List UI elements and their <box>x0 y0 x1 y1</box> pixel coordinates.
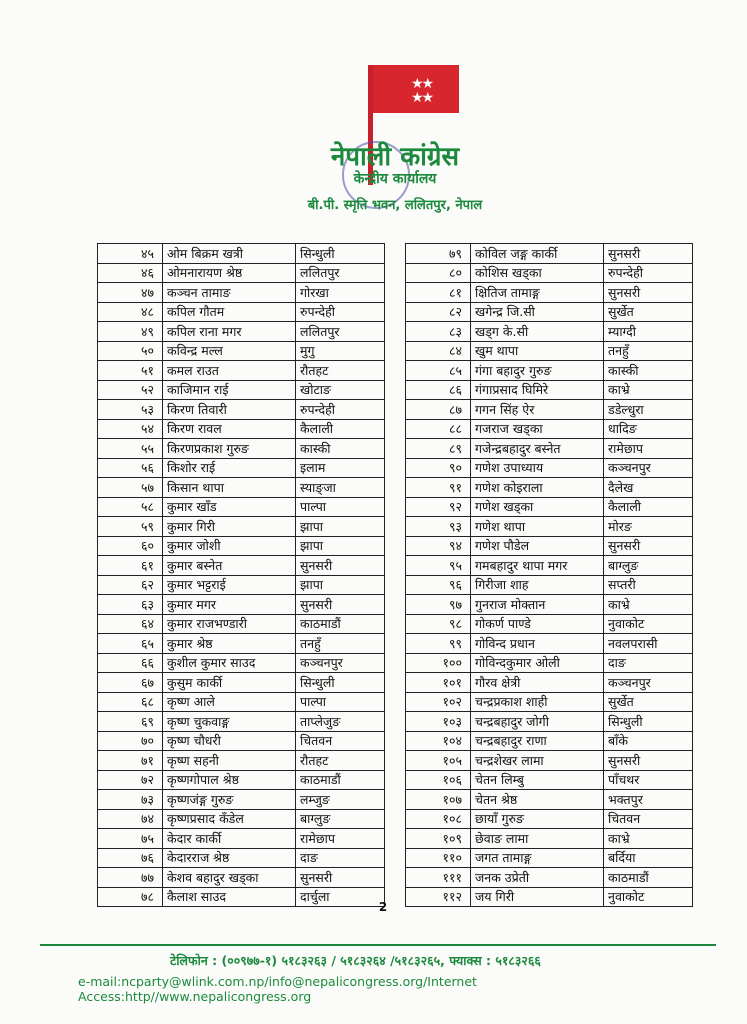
district-name: कास्की <box>296 439 385 459</box>
district-name: ताप्लेजुङ <box>296 712 385 732</box>
serial-number: १०० <box>406 653 471 673</box>
table-row <box>406 536 693 556</box>
member-name: कपिल राना मगर <box>163 322 296 342</box>
member-name: कृष्णजंङ्ग गुरुङ <box>163 790 296 810</box>
serial-number: ८१ <box>406 283 471 303</box>
member-name: छेवाङ लामा <box>471 829 604 849</box>
table-row <box>98 458 385 478</box>
member-name: केदार कार्की <box>163 829 296 849</box>
serial-number: ९१ <box>406 478 471 498</box>
table-row <box>406 419 693 439</box>
office-name: केन्द्रीय कार्यालय <box>353 171 437 187</box>
member-name: गणेश कोइराला <box>471 478 604 498</box>
member-name: खुम थापा <box>471 341 604 361</box>
member-name: गणेश पौडेल <box>471 536 604 556</box>
member-name: गिरीजा शाह <box>471 575 604 595</box>
member-name: गणेश खड्का <box>471 497 604 517</box>
member-name: किरण तिवारी <box>163 400 296 420</box>
table-row <box>406 302 693 322</box>
table-row <box>98 400 385 420</box>
member-name: चन्द्रप्रकाश शाही <box>471 692 604 712</box>
member-name: किसान थापा <box>163 478 296 498</box>
district-name: पाँचथर <box>604 770 693 790</box>
serial-number: ९८ <box>406 614 471 634</box>
district-name: गोरखा <box>296 283 385 303</box>
member-name: जगत तामाङ्ग <box>471 848 604 868</box>
table-row <box>406 556 693 576</box>
table-row <box>98 653 385 673</box>
serial-number: ७८ <box>98 887 163 907</box>
table-row <box>406 497 693 517</box>
table-row <box>98 497 385 517</box>
serial-number: ८५ <box>406 361 471 381</box>
member-name: कृष्णप्रसाद कँडेल <box>163 809 296 829</box>
table-row <box>98 868 385 888</box>
table-row <box>98 302 385 322</box>
district-name: रामेछाप <box>296 829 385 849</box>
table-row <box>98 322 385 342</box>
district-name: रुपन्देही <box>296 302 385 322</box>
footer-email: e-mail:ncparty@wlink.com.np/info@nepalicongress.org/Internet Access:http//www.nepalicongress.org <box>78 974 477 1004</box>
member-name: गजेन्द्रबहादुर बस्नेत <box>471 439 604 459</box>
district-name: सिन्धुली <box>296 673 385 693</box>
serial-number: १०४ <box>406 731 471 751</box>
member-name: किशोर राई <box>163 458 296 478</box>
page-number: 2 <box>378 900 388 914</box>
table-row <box>98 439 385 459</box>
table-row <box>98 887 385 907</box>
district-name: रौतहट <box>296 361 385 381</box>
district-name: तनहुँ <box>296 634 385 654</box>
table-row <box>98 419 385 439</box>
table-row <box>406 751 693 771</box>
table-row <box>98 751 385 771</box>
member-name: जनक उप्रेती <box>471 868 604 888</box>
member-name: कुमार मगर <box>163 595 296 615</box>
district-name: झापा <box>296 536 385 556</box>
member-name: चन्द्रशेखर लामा <box>471 751 604 771</box>
table-row <box>406 653 693 673</box>
table-row <box>98 673 385 693</box>
member-name: कञ्चन तामाङ <box>163 283 296 303</box>
district-name: मोरङ <box>604 517 693 537</box>
member-name: कृष्ण चुकवाङ्ग <box>163 712 296 732</box>
serial-number: ६९ <box>98 712 163 732</box>
table-row <box>98 809 385 829</box>
member-name: गमबहादुर थापा मगर <box>471 556 604 576</box>
table-row <box>98 770 385 790</box>
member-name: गजराज खड्का <box>471 419 604 439</box>
table-row <box>98 790 385 810</box>
table-row <box>406 283 693 303</box>
serial-number: ११० <box>406 848 471 868</box>
member-name: कुमार भट्टराई <box>163 575 296 595</box>
member-name: कपिल गौतम <box>163 302 296 322</box>
district-name: तनहुँ <box>604 341 693 361</box>
district-name: कञ्चनपुर <box>296 653 385 673</box>
district-name: बाँके <box>604 731 693 751</box>
member-name: जय गिरी <box>471 887 604 907</box>
member-name: ओम बिक्रम खत्री <box>163 244 296 264</box>
district-name: कैलाली <box>296 419 385 439</box>
member-name: चेतन लिम्बु <box>471 770 604 790</box>
table-row <box>406 458 693 478</box>
member-name: कोविल जङ्ग कार्की <box>471 244 604 264</box>
serial-number: ७७ <box>98 868 163 888</box>
district-name: रुपन्देही <box>604 263 693 283</box>
district-name: धादिङ <box>604 419 693 439</box>
roster-table-right <box>405 243 693 907</box>
serial-number: ९३ <box>406 517 471 537</box>
serial-number: ११२ <box>406 887 471 907</box>
roster-table-left <box>97 243 385 907</box>
serial-number: ८३ <box>406 322 471 342</box>
serial-number: ७६ <box>98 848 163 868</box>
district-name: काठमाडौं <box>296 770 385 790</box>
serial-number: ६६ <box>98 653 163 673</box>
table-row <box>406 673 693 693</box>
member-name: गोविन्द प्रधान <box>471 634 604 654</box>
serial-number: ९२ <box>406 497 471 517</box>
serial-number: ६१ <box>98 556 163 576</box>
district-name: बाग्लुङ <box>604 556 693 576</box>
district-name: खोटाङ <box>296 380 385 400</box>
member-name: क्षितिज तामाङ्ग <box>471 283 604 303</box>
serial-number: ८९ <box>406 439 471 459</box>
serial-number: ९९ <box>406 634 471 654</box>
district-name: डडेल्धुरा <box>604 400 693 420</box>
footer-divider <box>40 944 716 946</box>
table-row <box>406 848 693 868</box>
district-name: झापा <box>296 517 385 537</box>
district-name: बाग्लुङ <box>296 809 385 829</box>
member-name: कुमार बस्नेत <box>163 556 296 576</box>
table-row <box>406 829 693 849</box>
member-name: ओमनारायण श्रेष्ठ <box>163 263 296 283</box>
district-name: काभ्रे <box>604 595 693 615</box>
district-name: इलाम <box>296 458 385 478</box>
serial-number: ६२ <box>98 575 163 595</box>
district-name: सुनसरी <box>604 283 693 303</box>
table-row <box>406 809 693 829</box>
serial-number: ४५ <box>98 244 163 264</box>
member-name: कुमार श्रेष्ठ <box>163 634 296 654</box>
table-row <box>406 361 693 381</box>
district-name: सुनसरी <box>604 244 693 264</box>
serial-number: ६४ <box>98 614 163 634</box>
member-name: केदारराज श्रेष्ठ <box>163 848 296 868</box>
serial-number: ७१ <box>98 751 163 771</box>
table-row <box>406 341 693 361</box>
serial-number: ७२ <box>98 770 163 790</box>
serial-number: १११ <box>406 868 471 888</box>
serial-number: १०८ <box>406 809 471 829</box>
district-name: दाङ <box>296 848 385 868</box>
serial-number: ७९ <box>406 244 471 264</box>
member-name: गंगाप्रसाद घिमिरे <box>471 380 604 400</box>
serial-number: ७५ <box>98 829 163 849</box>
member-name: कृष्ण आले <box>163 692 296 712</box>
serial-number: ९० <box>406 458 471 478</box>
member-name: गणेश उपाध्याय <box>471 458 604 478</box>
serial-number: १०७ <box>406 790 471 810</box>
table-row <box>98 634 385 654</box>
district-name: सुनसरी <box>296 556 385 576</box>
district-name: सुनसरी <box>296 868 385 888</box>
table-row <box>406 322 693 342</box>
district-name: कञ्चनपुर <box>604 673 693 693</box>
table-row <box>406 400 693 420</box>
district-name: चितवन <box>604 809 693 829</box>
serial-number: १०२ <box>406 692 471 712</box>
member-name: कृष्ण सहनी <box>163 751 296 771</box>
district-name: कास्की <box>604 361 693 381</box>
table-row <box>98 595 385 615</box>
district-name: चितवन <box>296 731 385 751</box>
member-name: किरण रावल <box>163 419 296 439</box>
table-row <box>406 712 693 732</box>
member-name: कमल राउत <box>163 361 296 381</box>
member-name: चन्द्रबहादुर राणा <box>471 731 604 751</box>
serial-number: ५८ <box>98 497 163 517</box>
table-row <box>98 556 385 576</box>
member-name: गौरव क्षेत्री <box>471 673 604 693</box>
serial-number: ५२ <box>98 380 163 400</box>
table-row <box>98 263 385 283</box>
table-row <box>98 380 385 400</box>
member-name: कुमार खाँड <box>163 497 296 517</box>
table-row <box>406 614 693 634</box>
member-name: कैलाश साउद <box>163 887 296 907</box>
member-name: चन्द्रबहादुर जोगी <box>471 712 604 732</box>
table-row <box>406 692 693 712</box>
serial-number: ४६ <box>98 263 163 283</box>
district-name: रुपन्देही <box>296 400 385 420</box>
serial-number: ५७ <box>98 478 163 498</box>
serial-number: ५४ <box>98 419 163 439</box>
member-name: खड्ग के.सी <box>471 322 604 342</box>
serial-number: ८२ <box>406 302 471 322</box>
table-row <box>98 244 385 264</box>
member-name: कुमार राजभण्डारी <box>163 614 296 634</box>
serial-number: ८४ <box>406 341 471 361</box>
table-row <box>406 868 693 888</box>
serial-number: ७४ <box>98 809 163 829</box>
table-row <box>98 829 385 849</box>
member-name: कुशील कुमार साउद <box>163 653 296 673</box>
flag-stars-icon: ★★ ★★ <box>411 76 433 106</box>
district-name: सिन्धुली <box>604 712 693 732</box>
serial-number: १०३ <box>406 712 471 732</box>
table-row <box>406 263 693 283</box>
serial-number: ६८ <box>98 692 163 712</box>
member-name: कुमार जोशी <box>163 536 296 556</box>
table-row <box>406 887 693 907</box>
serial-number: ५३ <box>98 400 163 420</box>
member-name: गणेश थापा <box>471 517 604 537</box>
district-name: कञ्चनपुर <box>604 458 693 478</box>
table-row <box>98 712 385 732</box>
district-name: बर्दिया <box>604 848 693 868</box>
district-name: सुनसरी <box>604 751 693 771</box>
district-name: ललितपुर <box>296 263 385 283</box>
table-row <box>406 634 693 654</box>
serial-number: ९४ <box>406 536 471 556</box>
serial-number: ७० <box>98 731 163 751</box>
serial-number: ८७ <box>406 400 471 420</box>
member-name: गगन सिंह ऐर <box>471 400 604 420</box>
district-name: स्याङ्जा <box>296 478 385 498</box>
serial-number: ४७ <box>98 283 163 303</box>
footer-phone: टेलिफोन : (००९७७-१) ५१८३२६३ / ५१८३२६४ /५१८३२६५, फ्याक्स : ५१८३२६६ <box>170 953 541 968</box>
district-name: सुनसरी <box>296 595 385 615</box>
serial-number: १०६ <box>406 770 471 790</box>
member-name: काजिमान राई <box>163 380 296 400</box>
table-row <box>98 731 385 751</box>
serial-number: ५५ <box>98 439 163 459</box>
district-name: सुनसरी <box>604 536 693 556</box>
member-name: कविन्द्र मल्ल <box>163 341 296 361</box>
district-name: म्याग्दी <box>604 322 693 342</box>
member-name: कृष्ण चौधरी <box>163 731 296 751</box>
serial-number: ४८ <box>98 302 163 322</box>
serial-number: ४९ <box>98 322 163 342</box>
district-name: कैलाली <box>604 497 693 517</box>
member-name: कोशिस खड्का <box>471 263 604 283</box>
district-name: नुवाकोट <box>604 614 693 634</box>
district-name: सुर्खेत <box>604 302 693 322</box>
district-name: लम्जुङ <box>296 790 385 810</box>
table-row <box>98 614 385 634</box>
serial-number: ६५ <box>98 634 163 654</box>
table-row <box>98 536 385 556</box>
district-name: सप्तरी <box>604 575 693 595</box>
district-name: भक्तपुर <box>604 790 693 810</box>
table-row <box>98 692 385 712</box>
member-name: गुनराज मोक्तान <box>471 595 604 615</box>
table-row <box>406 575 693 595</box>
district-name: पाल्पा <box>296 497 385 517</box>
member-name: कुसुम कार्की <box>163 673 296 693</box>
member-name: खगेन्द्र जि.सी <box>471 302 604 322</box>
district-name: दाङ <box>604 653 693 673</box>
district-name: काठमाडौं <box>296 614 385 634</box>
table-row <box>406 731 693 751</box>
table-row <box>98 478 385 498</box>
table-row <box>406 478 693 498</box>
district-name: पाल्पा <box>296 692 385 712</box>
member-name: गोकर्ण पाण्डे <box>471 614 604 634</box>
serial-number: ५१ <box>98 361 163 381</box>
district-name: काठमाडौं <box>604 868 693 888</box>
table-row <box>98 361 385 381</box>
serial-number: ६७ <box>98 673 163 693</box>
serial-number: १०१ <box>406 673 471 693</box>
serial-number: ५६ <box>98 458 163 478</box>
serial-number: ९७ <box>406 595 471 615</box>
district-name: नवलपरासी <box>604 634 693 654</box>
serial-number: १०९ <box>406 829 471 849</box>
table-row <box>406 790 693 810</box>
member-name: गंगा बहादुर गुरुङ <box>471 361 604 381</box>
district-name: दैलेख <box>604 478 693 498</box>
district-name: सिन्धुली <box>296 244 385 264</box>
member-name: कुमार गिरी <box>163 517 296 537</box>
member-name: किरणप्रकाश गुरुङ <box>163 439 296 459</box>
serial-number: ५० <box>98 341 163 361</box>
member-name: गोविन्दकुमार ओली <box>471 653 604 673</box>
serial-number: ८६ <box>406 380 471 400</box>
member-name: चेतन श्रेष्ठ <box>471 790 604 810</box>
table-row <box>406 595 693 615</box>
district-name: नुवाकोट <box>604 887 693 907</box>
serial-number: ६३ <box>98 595 163 615</box>
district-name: झापा <box>296 575 385 595</box>
member-name: केशव बहादुर खड्का <box>163 868 296 888</box>
serial-number: ८८ <box>406 419 471 439</box>
serial-number: ९६ <box>406 575 471 595</box>
table-row <box>406 439 693 459</box>
district-name: दार्चुला <box>296 887 385 907</box>
table-row <box>406 244 693 264</box>
district-name: मुगु <box>296 341 385 361</box>
member-name: कृष्णगोपाल श्रेष्ठ <box>163 770 296 790</box>
member-name: छायाँ गुरुङ <box>471 809 604 829</box>
table-row <box>98 575 385 595</box>
serial-number: ८० <box>406 263 471 283</box>
district-name: रामेछाप <box>604 439 693 459</box>
serial-number: ५९ <box>98 517 163 537</box>
serial-number: १०५ <box>406 751 471 771</box>
district-name: रौतहट <box>296 751 385 771</box>
table-row <box>98 283 385 303</box>
table-row <box>406 770 693 790</box>
district-name: काभ्रे <box>604 380 693 400</box>
office-address: बी.पी. स्मृति भवन, ललितपुर, नेपाल <box>307 198 483 213</box>
table-row <box>98 517 385 537</box>
district-name: ललितपुर <box>296 322 385 342</box>
serial-number: ६० <box>98 536 163 556</box>
table-row <box>98 341 385 361</box>
org-name: नेपाली कांग्रेस <box>330 142 460 172</box>
table-row <box>406 517 693 537</box>
district-name: सुर्खेत <box>604 692 693 712</box>
party-flag <box>373 65 459 113</box>
serial-number: ९५ <box>406 556 471 576</box>
district-name: काभ्रे <box>604 829 693 849</box>
table-row <box>406 380 693 400</box>
party-logo <box>300 55 490 225</box>
table-row <box>98 848 385 868</box>
serial-number: ७३ <box>98 790 163 810</box>
